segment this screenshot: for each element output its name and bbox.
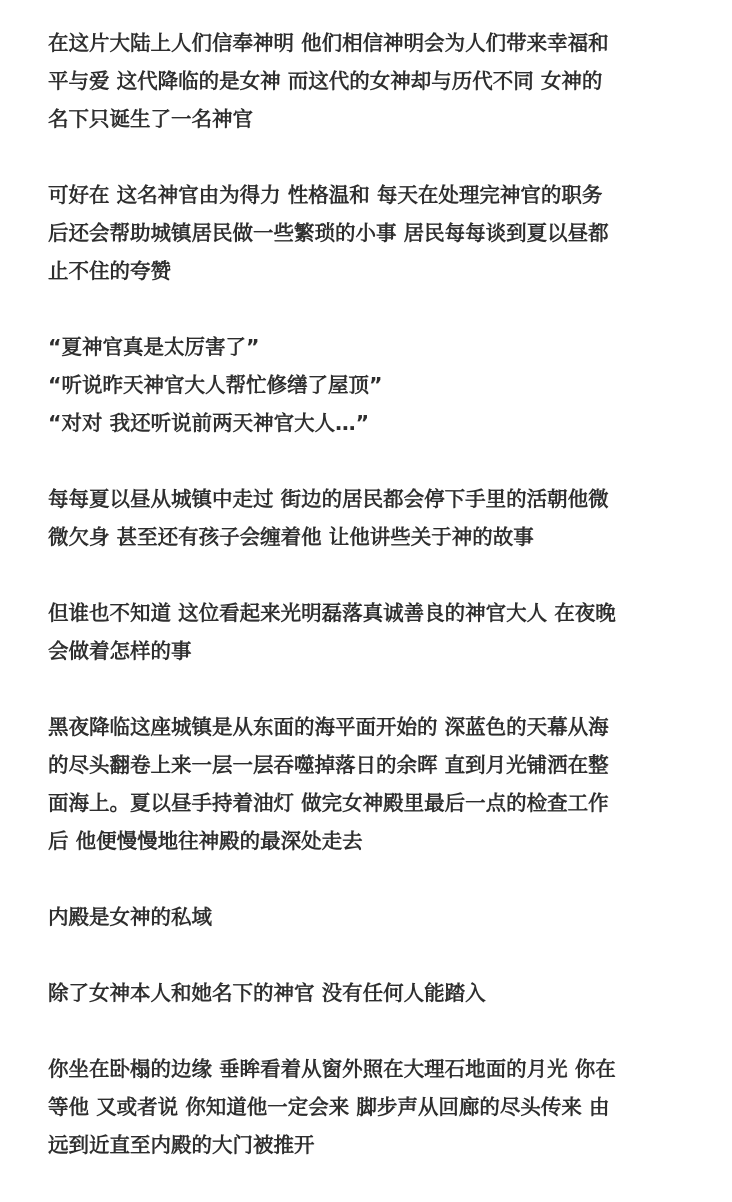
text-line: 面海上。夏以昼手持着油灯 做完女神殿里最后一点的检查工作 — [48, 791, 609, 815]
paragraph-2 — [48, 176, 698, 290]
text-line: 会做着怎样的事 — [48, 639, 192, 663]
text-line: 等他 又或者说 你知道他一定会来 脚步声从回廊的尽头传来 由 — [48, 1095, 610, 1119]
text-line: 微欠身 甚至还有孩子会缠着他 让他讲些关于神的故事 — [48, 525, 534, 549]
text-line: 的尽头翻卷上来一层一层吞噬掉落日的余晖 直到月光铺洒在整 — [48, 753, 609, 777]
text-line: 名下只诞生了一名神官 — [48, 107, 253, 131]
dialogue-line: “夏神官真是太厉害了” — [48, 335, 260, 359]
paragraph-9 — [48, 1050, 698, 1164]
text-line: 远到近直至内殿的大门被推开 — [48, 1133, 315, 1157]
paragraph-4 — [48, 480, 698, 556]
text-line: 可好在 这名神官由为得力 性格温和 每天在处理完神官的职务 — [48, 183, 603, 207]
document-body — [48, 24, 698, 1202]
text-line: 除了女神本人和她名下的神官 没有任何人能踏入 — [48, 981, 486, 1005]
dialogue-line: “对对 我还听说前两天神官大人…” — [48, 411, 370, 435]
text-line: 黑夜降临这座城镇是从东面的海平面开始的 深蓝色的天幕从海 — [48, 715, 609, 739]
paragraph-1 — [48, 24, 698, 138]
text-line: 后 他便慢慢地往神殿的最深处走去 — [48, 829, 363, 853]
paragraph-8 — [48, 974, 698, 1012]
text-line: 后还会帮助城镇居民做一些繁琐的小事 居民每每谈到夏以昼都 — [48, 221, 609, 245]
text-line: 每每夏以昼从城镇中走过 街边的居民都会停下手里的活朝他微 — [48, 487, 609, 511]
text-line: 平与爱 这代降临的是女神 而这代的女神却与历代不同 女神的 — [48, 69, 603, 93]
text-line: 在这片大陆上人们信奉神明 他们相信神明会为人们带来幸福和 — [48, 31, 609, 55]
text-line: 但谁也不知道 这位看起来光明磊落真诚善良的神官大人 在夜晚 — [48, 601, 616, 625]
paragraph-6 — [48, 708, 698, 860]
paragraph-3-dialogue — [48, 328, 698, 442]
paragraph-5 — [48, 594, 698, 670]
paragraph-7 — [48, 898, 698, 936]
text-line: 你坐在卧榻的边缘 垂眸看着从窗外照在大理石地面的月光 你在 — [48, 1057, 616, 1081]
dialogue-line: “听说昨天神官大人帮忙修缮了屋顶” — [48, 373, 383, 397]
text-line: 内殿是女神的私域 — [48, 905, 212, 929]
text-line: 止不住的夸赞 — [48, 259, 171, 283]
